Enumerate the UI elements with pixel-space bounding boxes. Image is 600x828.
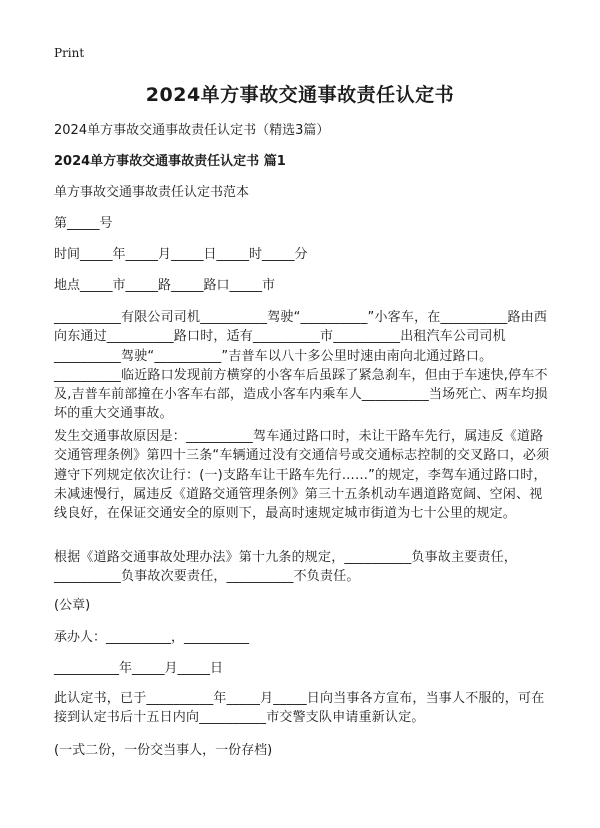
template-name: 单方事故交通事故责任认定书范本: [54, 185, 250, 200]
print-label: Print: [54, 46, 85, 60]
section-heading: 2024单方事故交通事故责任认定书 篇1: [54, 154, 286, 169]
date-line: __________年_____月_____日: [54, 661, 224, 676]
accident-description-paragraph: __________有限公司司机__________驾驶“__________”小客车，在__________路由西向东通过__________路口时，适有__________市__________出租汽车公司司机__________驾驶“__________”吉普车以八十多公里时速由南向北通过路口。__________临近路口发现前方横穿的小客车后虽踩了紧急刹车，但由于车速快,停车不及,吉普车前部撞在小客车右部，造成小客车内乘车人__________当场死亡、两车均损坏的重大交通事故。: [54, 310, 548, 422]
document-subtitle: 2024单方事故交通事故责任认定书（精选3篇）: [54, 123, 330, 138]
handler-line: 承办人：__________，__________: [54, 630, 250, 645]
document-title: 2024单方事故交通事故责任认定书: [145, 84, 455, 106]
number-line: 第_____号: [54, 216, 113, 231]
seal-line: (公章): [54, 598, 91, 613]
time-line: 时间_____年_____月_____日_____时_____分: [54, 247, 308, 262]
copies-line: (一式二份，一份交当事人，一份存档): [54, 743, 273, 758]
announcement-paragraph: 此认定书，已于__________年_____月_____日向当事各方宣布，当事人不服的，可在接到认定书后十五日内向__________市交警支队申请重新认定。: [54, 691, 545, 726]
location-line: 地点_____市_____路_____路口_____市: [54, 278, 276, 293]
responsibility-paragraph: 根据《道路交通事故处理办法》第十九条的规定，__________负事故主要责任，__________负事故次要责任，__________不负责任。: [54, 550, 518, 585]
accident-cause-paragraph: 发生交通事故原因是：__________驾车通过路口时，未让干路车先行，属违反《道路交通管理条例》第四十三条“车辆通过没有交通信号或交通标志控制的交叉路口，必须遵守下列规定依次让行：(一)支路车让干路车先行……”的规定，李驾车通过路口时，未减速慢行，属违反《道路交通管理条例》第三十五条机动车遇道路宽阔、空闲、视线良好，在保证交通安全的原则下，最高时速规定城市街道为七十公里的规定。: [54, 429, 550, 522]
